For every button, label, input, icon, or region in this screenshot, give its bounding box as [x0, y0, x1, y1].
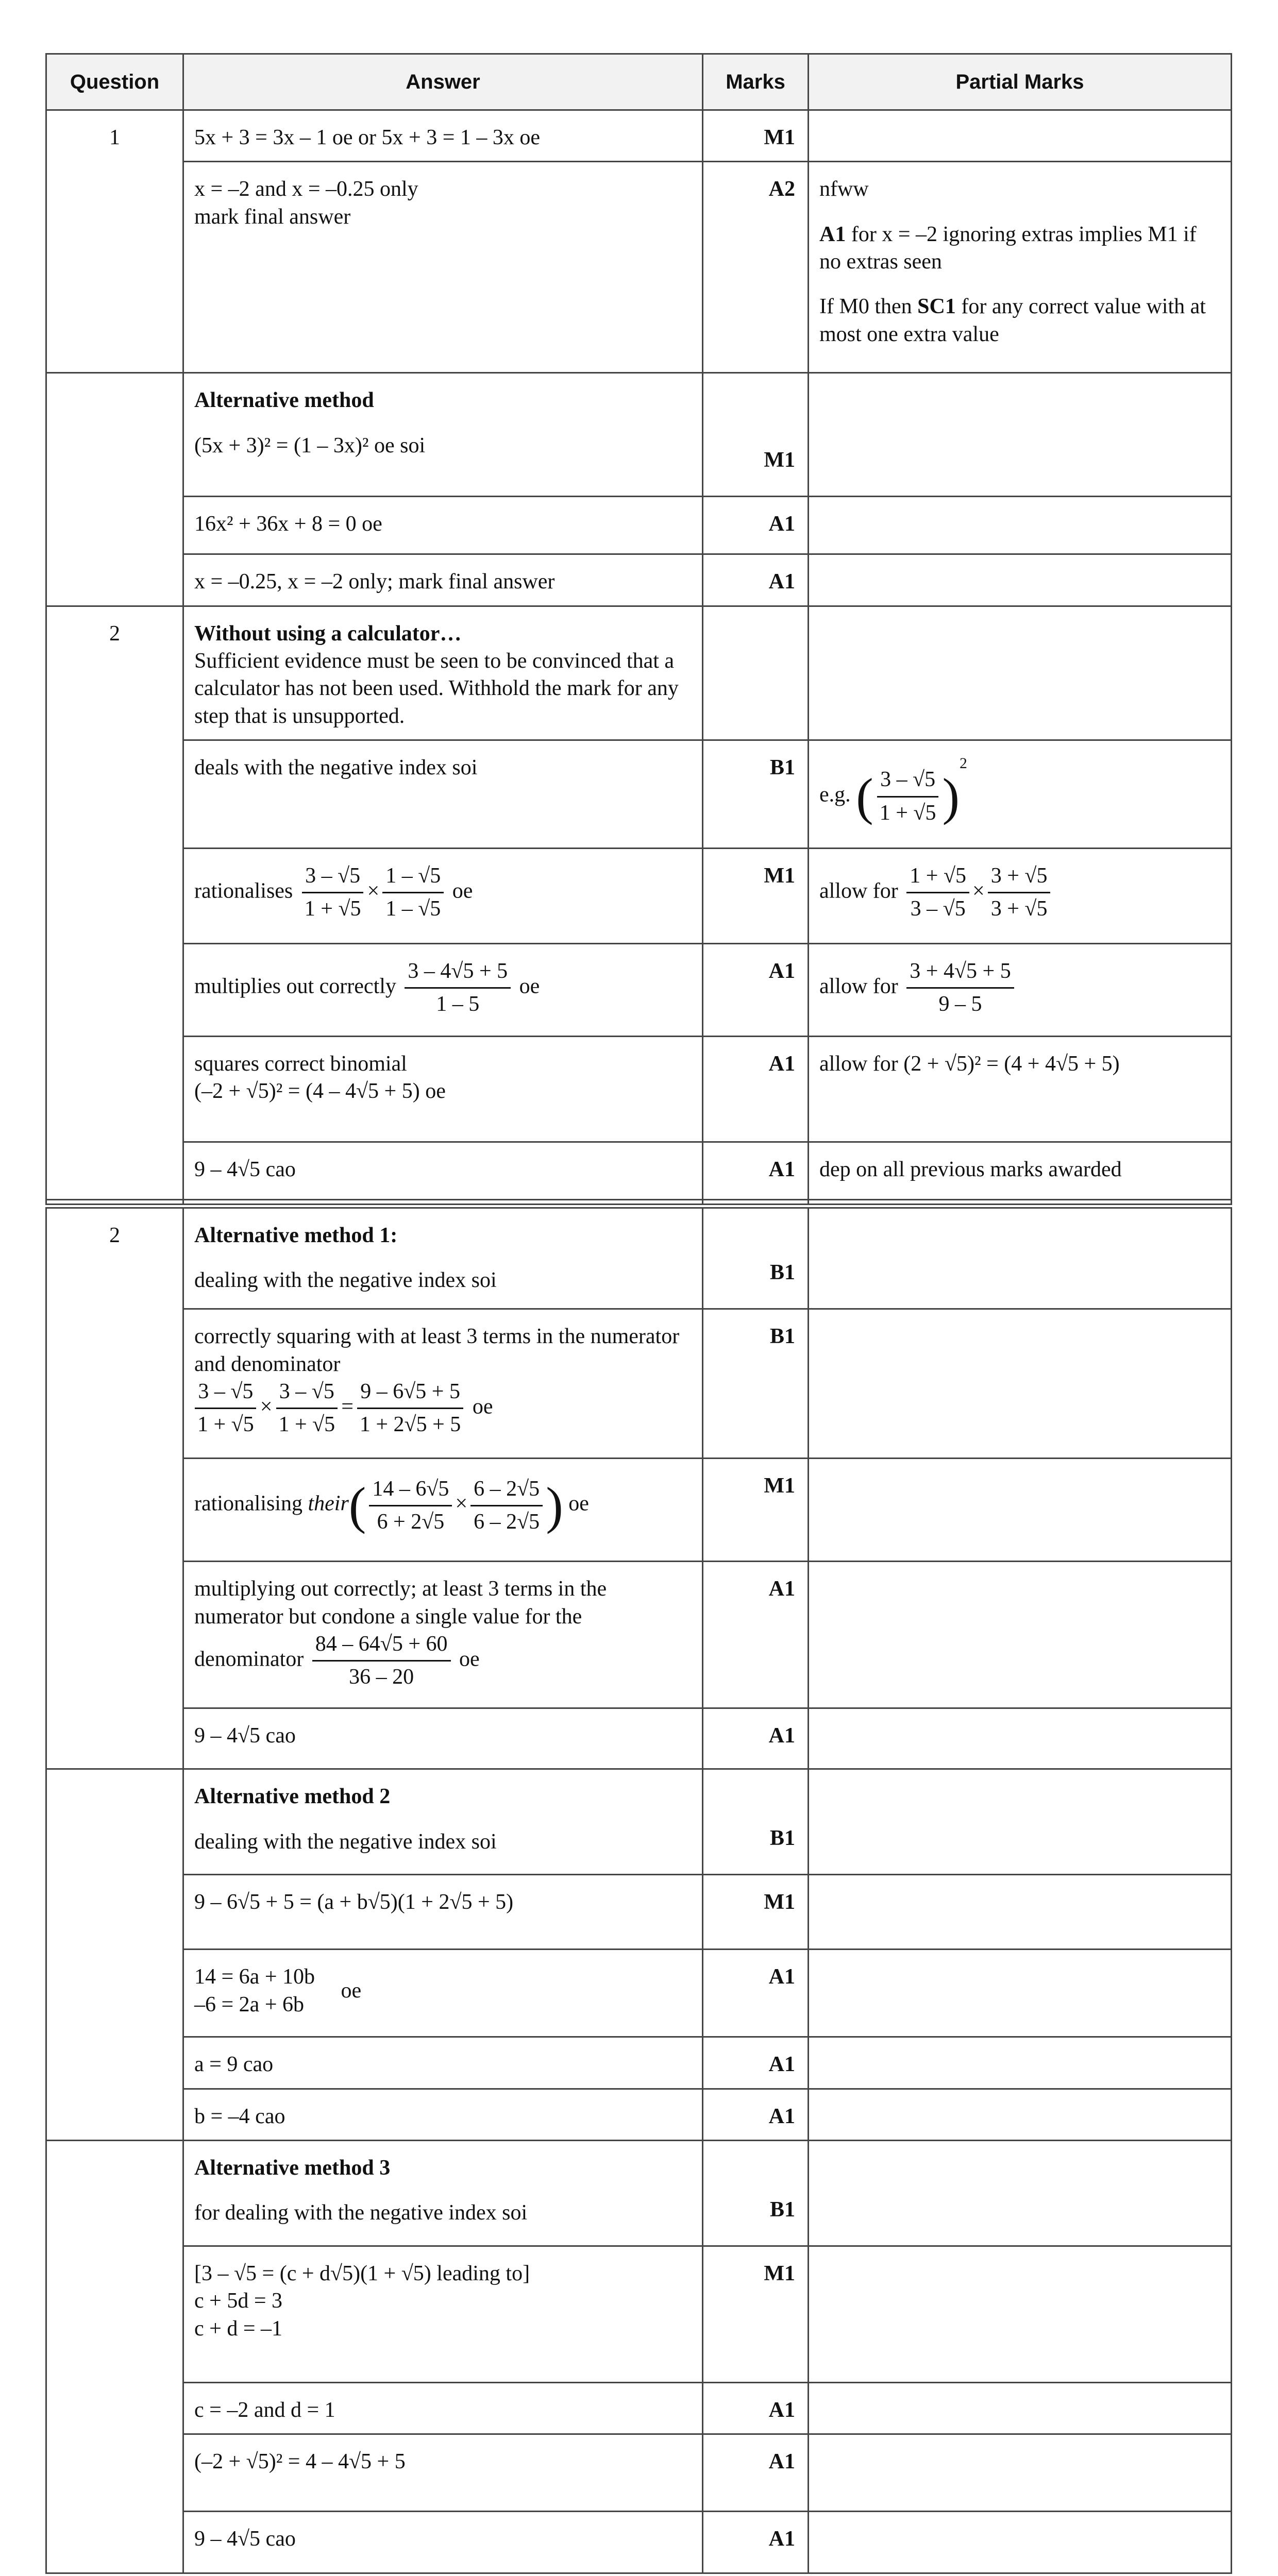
- method-heading: Alternative method 2: [194, 1785, 391, 1809]
- header-row: [46, 54, 1232, 110]
- answer-line: c + d = –1: [194, 2316, 283, 2341]
- answer-line: (–2 + √5)² = (4 – 4√5 + 5) oe: [194, 1079, 446, 1104]
- method-heading: Without using a calculator…: [194, 621, 462, 646]
- table-row: [46, 1459, 1232, 1562]
- answer-cell: [183, 2141, 703, 2246]
- answer-cell: b = –4 cao: [183, 2089, 703, 2140]
- answer-cell: a = 9 cao: [183, 2037, 703, 2089]
- answer-cell: [183, 1562, 703, 1708]
- answer-line: dealing with the negative index soi: [194, 1268, 497, 1293]
- answer-cell: 9 – 4√5 cao: [183, 1708, 703, 1769]
- mark-cell: B1: [703, 2141, 809, 2246]
- answer-line: for dealing with the negative index soi: [194, 2201, 528, 2225]
- answer-line: x = –2 and x = –0.25 only: [194, 177, 418, 201]
- header-question: Question: [46, 54, 183, 110]
- answer-line: mark final answer: [194, 205, 351, 229]
- question-number: [46, 373, 183, 606]
- mark-cell: M1: [703, 1459, 809, 1562]
- table-row: [46, 1708, 1232, 1769]
- table-row: [46, 162, 1232, 373]
- answer-cell: [183, 373, 703, 497]
- header-partial-marks: Partial Marks: [809, 54, 1232, 110]
- answer-cell: [183, 943, 703, 1036]
- answer-cell: 9 – 6√5 + 5 = (a + b√5)(1 + 2√5 + 5): [183, 1875, 703, 1950]
- answer-line: Sufficient evidence must be seen to be convinced that a calculator has not been used. Withhold the mark for any step that is unsupported.: [194, 649, 679, 728]
- table-row: [46, 2141, 1232, 2246]
- mark-cell: A1: [703, 2089, 809, 2140]
- mark-code: A1: [819, 222, 846, 246]
- mark-cell: A1: [703, 497, 809, 554]
- answer-cell: 14 = 6a + 10b –6 = 2a + 6b oe: [183, 1950, 703, 2037]
- partial-cell: [809, 2434, 1232, 2512]
- fraction: $\frac{3 - √5}{1 + √5}$: [877, 766, 939, 827]
- mark-cell: M1: [703, 373, 809, 497]
- partial-cell: [809, 606, 1232, 740]
- answer-cell: [183, 606, 703, 740]
- answer-text: oe: [519, 974, 540, 998]
- mark-cell: A1: [703, 1036, 809, 1142]
- partial-cell: [809, 2141, 1232, 2246]
- partial-cell: [809, 2512, 1232, 2573]
- mark-code: SC1: [917, 295, 956, 319]
- mark-cell: A1: [703, 1562, 809, 1708]
- question-number: 2: [46, 1206, 183, 1769]
- table-row: [46, 1562, 1232, 1708]
- partial-text: for x = –2 ignoring extras implies M1 if no extras seen: [819, 222, 1197, 274]
- answer-cell: [183, 1309, 703, 1459]
- table-row: [46, 2246, 1232, 2383]
- partial-text: for any correct value with at most one extra value: [819, 295, 1206, 346]
- question-number: [46, 1769, 183, 2141]
- fraction: $\frac{1 + √5}{3 - √5}$: [906, 862, 969, 923]
- table-row: [46, 2434, 1232, 2512]
- mark-cell: [703, 606, 809, 740]
- mark-cell: B1: [703, 740, 809, 848]
- answer-cell: rationalises $\frac{3 - √5}{1 + √5}$ × $\frac{1 - √5}{1 - √5}$ oe: [183, 848, 703, 943]
- mark-cell: A1: [703, 554, 809, 606]
- answer-cell: [183, 2246, 703, 2383]
- partial-text: If M0 then: [819, 295, 918, 319]
- header-marks: Marks: [703, 54, 809, 110]
- answer-cell: [183, 1206, 703, 1309]
- mark-cell: A1: [703, 2383, 809, 2434]
- answer-line: $\frac{3 - √5}{1 + √5}$ × $\frac{3 - √5}{1 + √5}$ = $\frac{9 - 6√5 + 5}{1 + 2√5 + 5}$ oe: [194, 1378, 692, 1439]
- mark-cell: A1: [703, 2037, 809, 2089]
- mark-cell: M1: [703, 1875, 809, 1950]
- mark-cell: M1: [703, 2246, 809, 2383]
- table-row: [46, 1309, 1232, 1459]
- table-row: [46, 2512, 1232, 2573]
- partial-cell: [809, 373, 1232, 497]
- partial-cell: [809, 110, 1232, 162]
- answer-cell: rationalising their( $\frac{14 - 6√5}{6 + 2√5}$ × $\frac{6 - 2√5}{6 - 2√5}$ ) oe: [183, 1459, 703, 1562]
- table-row: [46, 848, 1232, 943]
- partial-line: [819, 221, 1220, 276]
- partial-text: allow for: [819, 974, 898, 998]
- mark-cell: A1: [703, 1708, 809, 1769]
- method-heading: Alternative method: [194, 388, 374, 413]
- partial-cell: [809, 1309, 1232, 1459]
- answer-line: c + 5d = 3: [194, 2289, 283, 2313]
- answer-cell: [183, 1036, 703, 1142]
- question-number: 2: [46, 606, 183, 1199]
- mark-cell: A1: [703, 943, 809, 1036]
- partial-cell: [809, 162, 1232, 373]
- answer-cell: 16x² + 36x + 8 = 0 oe: [183, 497, 703, 554]
- table-row: [46, 110, 1232, 162]
- partial-cell: [809, 1459, 1232, 1562]
- mark-cell: M1: [703, 848, 809, 943]
- partial-cell: [809, 554, 1232, 606]
- divider-row: [46, 1199, 1232, 1206]
- table-row: [46, 373, 1232, 497]
- partial-cell: [809, 1206, 1232, 1309]
- answer-cell: c = –2 and d = 1: [183, 2383, 703, 2434]
- fraction: $\frac{3 + 4√5 + 5}{9 - 5}$: [906, 958, 1014, 1019]
- mark-cell: B1: [703, 1206, 809, 1309]
- answer-cell: (–2 + √5)² = 4 – 4√5 + 5: [183, 2434, 703, 2512]
- answer-text: rationalises: [194, 879, 293, 903]
- mark-cell: B1: [703, 1769, 809, 1875]
- answer-text: oe: [452, 879, 473, 903]
- mark-cell: A2: [703, 162, 809, 373]
- partial-line: nfww: [819, 177, 869, 201]
- mark-cell: B1: [703, 1309, 809, 1459]
- table-row: [46, 740, 1232, 848]
- answer-cell: 5x + 3 = 3x – 1 oe or 5x + 3 = 1 – 3x oe: [183, 110, 703, 162]
- answer-cell: [183, 162, 703, 373]
- mark-cell: A1: [703, 2434, 809, 2512]
- question-number: 1: [46, 110, 183, 373]
- answer-line: multiplying out correctly; at least 3 terms in the numerator but condone a single value for the: [194, 1577, 607, 1629]
- table-row: [46, 1950, 1232, 2037]
- partial-cell: e.g. ( $\frac{3 - √5}{1 + √5}$ )$^2$: [809, 740, 1232, 848]
- answer-text: rationalising: [194, 1492, 302, 1516]
- partial-cell: dep on all previous marks awarded: [809, 1142, 1232, 1199]
- fraction: $\frac{3 - √5}{1 + √5}$: [301, 862, 364, 923]
- partial-cell: [809, 1562, 1232, 1708]
- answer-line: denominator $\frac{84 - 64√5 + 60}{36 - 20}$ oe: [194, 1631, 692, 1691]
- table-row: [46, 1142, 1232, 1199]
- mark-cell: A1: [703, 1142, 809, 1199]
- mark-cell: M1: [703, 110, 809, 162]
- partial-cell: [809, 2037, 1232, 2089]
- answer-line: correctly squaring with at least 3 terms in the numerator and denominator: [194, 1325, 680, 1376]
- partial-cell: [809, 2089, 1232, 2140]
- partial-cell: [809, 2383, 1232, 2434]
- answer-cell: 9 – 4√5 cao: [183, 1142, 703, 1199]
- partial-cell: [809, 497, 1232, 554]
- fraction: $\frac{3 - 4√5 + 5}{1 - 5}$: [405, 958, 511, 1019]
- table-row: [46, 1769, 1232, 1875]
- answer-cell: [183, 1769, 703, 1875]
- answer-cell: x = –0.25, x = –2 only; mark final answer: [183, 554, 703, 606]
- table-row: [46, 606, 1232, 740]
- partial-cell: allow for $\frac{1 + √5}{3 - √5}$ × $\frac{3 + √5}{3 + √5}$: [809, 848, 1232, 943]
- table-row: [46, 1206, 1232, 1309]
- answer-text: oe: [568, 1492, 589, 1516]
- partial-cell: [809, 1950, 1232, 2037]
- header-answer: Answer: [183, 54, 703, 110]
- answer-line: (5x + 3)² = (1 – 3x)² oe soi: [194, 433, 426, 457]
- table-row: [46, 497, 1232, 554]
- mark-scheme-table: [45, 53, 1232, 2574]
- fraction: $\frac{1 - √5}{1 - √5}$: [382, 862, 444, 923]
- mark-cell: A1: [703, 1950, 809, 2037]
- answer-line: [3 – √5 = (c + d√5)(1 + √5) leading to]: [194, 2262, 530, 2286]
- table-row: [46, 2037, 1232, 2089]
- table-row: [46, 1875, 1232, 1950]
- fraction: $\frac{3 + √5}{3 + √5}$: [988, 862, 1051, 923]
- answer-text: multiplies out correctly: [194, 974, 396, 998]
- method-heading: Alternative method 1:: [194, 1223, 398, 1247]
- table-row: [46, 1036, 1232, 1142]
- method-heading: Alternative method 3: [194, 2156, 391, 2180]
- answer-line: dealing with the negative index soi: [194, 1829, 497, 1854]
- partial-cell: [809, 943, 1232, 1036]
- answer-cell: 9 – 4√5 cao: [183, 2512, 703, 2573]
- table-row: [46, 943, 1232, 1036]
- partial-cell: [809, 2246, 1232, 2383]
- partial-cell: [809, 1769, 1232, 1875]
- answer-line: 14 = 6a + 10b: [194, 1965, 315, 1989]
- partial-text: allow for: [819, 879, 898, 903]
- their-label: their: [308, 1492, 349, 1516]
- table-row: [46, 2383, 1232, 2434]
- partial-cell: [809, 1708, 1232, 1769]
- table-row: [46, 554, 1232, 606]
- partial-cell: [809, 1875, 1232, 1950]
- partial-text: e.g.: [819, 783, 851, 807]
- partial-line: [819, 293, 1220, 348]
- answer-line: squares correct binomial: [194, 1052, 407, 1076]
- answer-cell: deals with the negative index soi: [183, 740, 703, 848]
- table-row: [46, 2089, 1232, 2140]
- question-number: [46, 2141, 183, 2573]
- mark-cell: A1: [703, 2512, 809, 2573]
- answer-line: –6 = 2a + 6b: [194, 1992, 305, 2016]
- partial-cell: allow for (2 + √5)² = (4 + 4√5 + 5): [809, 1036, 1232, 1142]
